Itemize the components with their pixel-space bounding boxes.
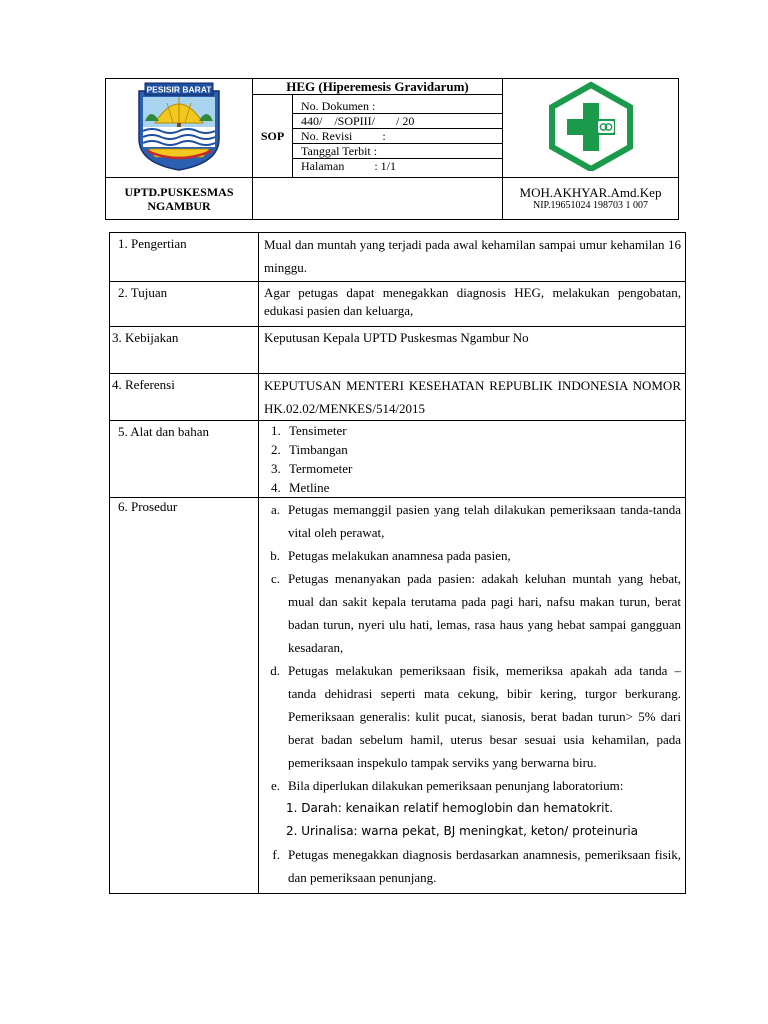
- lab-subitem-darah: 1. Darah: kenaikan relatif hemoglobin dan hematokrit.: [286, 801, 614, 815]
- sop-header: [105, 78, 679, 220]
- signer-name: MOH.AKHYAR.Amd.Kep: [519, 185, 662, 200]
- alat-item: 3. Termometer: [284, 459, 681, 478]
- puskesmas-logo-icon: [543, 81, 639, 171]
- regency-emblem-icon: [137, 81, 221, 171]
- row-kebijakan: [110, 327, 686, 374]
- list-alat-bahan: [259, 421, 686, 498]
- signature-block: [503, 178, 679, 220]
- row-tujuan: [110, 282, 686, 327]
- label-alat-bahan: 5. Alat dan bahan: [110, 421, 259, 498]
- step-text: Petugas melakukan anamnesa pada pasien,: [288, 548, 511, 563]
- text-kebijakan: Keputusan Kepala UPTD Puskesmas Ngambur No: [259, 327, 686, 374]
- meta-revision: No. Revisi :: [293, 129, 502, 144]
- step-marker: f.: [272, 847, 280, 862]
- organization-line-2: NGAMBUR: [147, 198, 211, 213]
- emblem-banner-text: PESISIR BARAT: [146, 84, 212, 94]
- meta-page: Halaman : 1/1: [301, 159, 396, 173]
- signer-nip: NIP.19651024 198703 1 007: [532, 200, 648, 211]
- alat-item: 1. Tensimeter: [284, 421, 681, 440]
- label-pengertian: 1. Pengertian: [110, 233, 259, 282]
- procedure-step-c: [264, 567, 681, 659]
- step-marker: d.: [270, 663, 280, 678]
- text-pengertian: Mual dan muntah yang terjadi pada awal kehamilan sampai umur kehamilan 16 minggu.: [259, 233, 686, 282]
- blank-cell: [253, 178, 503, 220]
- step-text: Petugas menanyakan pada pasien: adakah keluhan muntah yang hebat, mual dan sakit kepala terutama pada pagi hari, nafsu makan turun, berat badan turun, nyeri ulu hati, lemas, rasa haus yang hebat sampai gangguan kesadaran,: [288, 571, 681, 655]
- sop-content-table: [109, 232, 686, 894]
- document-meta: [293, 95, 503, 178]
- alat-item: 4. Metline: [284, 478, 681, 497]
- step-marker: c.: [270, 571, 280, 586]
- label-kebijakan: 3. Kebijakan: [110, 327, 259, 374]
- sop-label: SOP: [253, 95, 293, 178]
- procedure-step-a: [264, 498, 681, 544]
- text-tujuan: Agar petugas dapat menegakkan diagnosis HEG, melakukan pengobatan, edukasi pasien dan keluarga,: [259, 282, 686, 327]
- row-referensi: [110, 374, 686, 421]
- row-prosedur: [110, 498, 686, 894]
- step-text: Bila diperlukan dilakukan pemeriksaan penunjang laboratorium:: [288, 778, 624, 793]
- puskesmas-logo-cell: [503, 79, 679, 178]
- procedure-step-d: [264, 659, 681, 774]
- row-alat-bahan: [110, 421, 686, 498]
- text-referensi: KEPUTUSAN MENTERI KESEHATAN REPUBLIK INDONESIA NOMOR HK.02.02/MENKES/514/2015: [259, 374, 686, 421]
- regency-emblem-cell: [106, 79, 253, 178]
- label-referensi: 4. Referensi: [110, 374, 259, 421]
- lab-subitems: [264, 797, 681, 843]
- label-tujuan: 2. Tujuan: [110, 282, 259, 327]
- row-pengertian: [110, 233, 686, 282]
- lab-subitem-urinalisa: 2. Urinalisa: warna pekat, BJ meningkat, keton/ proteinuria: [286, 824, 639, 838]
- meta-issue-date: Tanggal Terbit :: [293, 144, 502, 159]
- alat-item: 2. Timbangan: [284, 440, 681, 459]
- label-prosedur: 6. Prosedur: [110, 498, 259, 894]
- meta-doc-number-value: 440/ /SOPIII/ / 20: [293, 114, 502, 129]
- step-text: Petugas melakukan pemeriksaan fisik, memeriksa apakah ada tanda – tanda dehidrasi seperti mata cekung, bibir kering, turgor berkurang. Pemeriksaan generalis: kulit pucat, sianosis, berat badan turun> 5% dari berat badan sebelum hamil, uterus besar sesuai usia kehamilan, pada pemeriksaan inspekulo tampak serviks yang berwarna biru.: [288, 663, 681, 770]
- organization-name: [106, 178, 253, 220]
- organization-line-1: UPTD.PUSKESMAS: [124, 184, 234, 199]
- meta-doc-number-label: No. Dokumen :: [293, 99, 502, 114]
- procedure-step-e: [264, 774, 681, 797]
- step-text: Petugas memanggil pasien yang telah dilakukan pemeriksaan tanda-tanda vital oleh perawat,: [288, 502, 681, 540]
- step-marker: a.: [270, 502, 280, 517]
- step-marker: b.: [270, 548, 280, 563]
- procedure-steps: [259, 498, 686, 894]
- document-title: HEG (Hiperemesis Gravidarum): [253, 79, 503, 95]
- step-marker: e.: [270, 778, 280, 793]
- step-text: Petugas menegakkan diagnosis berdasarkan anamnesis, pemeriksaan fisik, dan pemeriksaan penunjang.: [288, 847, 681, 885]
- procedure-step-f: [264, 843, 681, 889]
- procedure-step-b: [264, 544, 681, 567]
